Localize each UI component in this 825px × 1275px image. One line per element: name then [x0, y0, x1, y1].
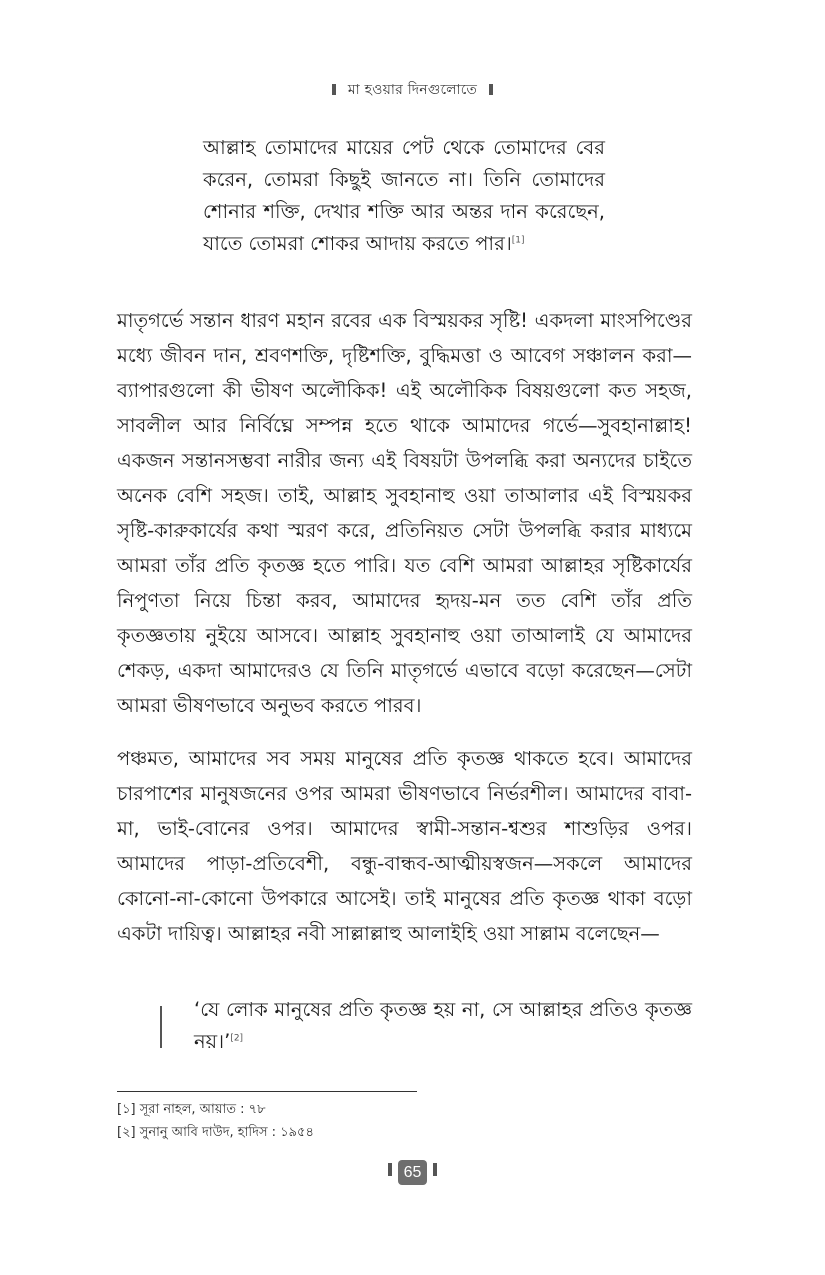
footnote-divider — [117, 1091, 417, 1092]
footnote-ref-2[interactable]: [2] — [230, 1033, 244, 1044]
running-header — [0, 78, 825, 102]
footnotes — [117, 1098, 692, 1144]
footer-right-mark — [433, 1163, 437, 1176]
footnote-1: [১] সূরা নাহল, আয়াত : ৭৮ — [117, 1102, 266, 1117]
footnote-2: [২] সুনানু আবি দাউদ, হাদিস : ১৯৫৪ — [117, 1125, 314, 1140]
body-paragraph-2: পঞ্চমত, আমাদের সব সময় মানুষের প্রতি কৃতজ্ঞ থাকতে হবে। আমাদের চারপাশের মানুষজনের ওপর আমরা ভীষণভাবে নির্ভরশীল। আমাদের বাবা-মা, ভাই-বোনের ওপর। আমাদের স্বামী-সন্তান-শ্বশুর শাশুড়ির ওপর। আমাদের পাড়া-প্রতিবেশী, বন্ধু-বান্ধব-আত্মীয়স্বজন—সকলে আমাদের কোনো-না-কোনো উপকারে আসেই। তাই মানুষের প্রতি কৃতজ্ঞ থাকা বড়ো একটা দায়িত্ব। আল্লাহর নবী সাল্লাল্লাহু আলাইহি ওয়া সাল্লাম বলেছেন— — [117, 747, 692, 945]
page-footer — [0, 1160, 825, 1185]
body-paragraph-1: মাতৃগর্ভে সন্তান ধারণ মহান রবের এক বিস্ময়কর সৃষ্টি! একদলা মাংসপিণ্ডের মধ্যে জীবন দান, শ্রবণশক্তি, দৃষ্টিশক্তি, বুদ্ধিমত্তা ও আবেগ সঞ্চালন করা—ব্যাপারগুলো কী ভীষণ অলৌকিক! এই অলৌকিক বিষয়গুলো কত সহজ, সাবলীল আর নির্বিঘ্নে সম্পন্ন হতে থাকে আমাদের গর্ভে—সুবহানাল্লাহ! একজন সন্তানসম্ভবা নারীর জন্য এই বিষয়টা উপলব্ধি করা অন্যদের চাইতে অনেক বেশি সহজ। তাই, আল্লাহ সুবহানাহু ওয়া তাআলার এই বিস্ময়কর সৃষ্টি-কারুকার্যের কথা স্মরণ করে, প্রতিনিয়ত সেটা উপলব্ধি করার মাধ্যমে আমরা তাঁর প্রতি কৃতজ্ঞ হতে পারি। যত বেশি আমরা আল্লাহর সৃষ্টিকার্যের নিপুণতা নিয়ে চিন্তা করব, আমাদের হৃদয়-মন তত বেশি তাঁর প্রতি কৃতজ্ঞতায় নুইয়ে আসবে। আল্লাহ সুবহানাহু ওয়া তাআলাই যে আমাদের শেকড়, একদা আমাদেরও যে তিনি মাতৃগর্ভে এভাবে বড়ো করেছেন—সেটা আমরা ভীষণভাবে অনুভব করতে পারব। — [117, 309, 692, 717]
quran-verse-quote — [203, 132, 605, 260]
running-header-title: মা হওয়ার দিনগুলোতে — [347, 82, 478, 98]
hadith-blockquote — [160, 994, 692, 1054]
header-right-mark — [489, 84, 493, 95]
footer-left-mark — [388, 1163, 392, 1176]
header-left-mark — [332, 84, 336, 95]
footnote-ref-1[interactable]: [1] — [511, 235, 525, 246]
verse-text: আল্লাহ তোমাদের মায়ের পেট থেকে তোমাদের বের করেন, তোমরা কিছুই জানতে না। তিনি তোমাদের শোনার শক্তি, দেখার শক্তি আর অন্তর দান করেছেন, যাতে তোমরা শোকর আদায় করতে পার। — [203, 136, 605, 255]
page-number: 65 — [398, 1160, 428, 1185]
hadith-text: ‘যে লোক মানুষের প্রতি কৃতজ্ঞ হয় না, সে আল্লাহর প্রতিও কৃতজ্ঞ নয়।’ — [194, 998, 692, 1053]
hadith-quote — [194, 994, 692, 1058]
blockquote-bar — [160, 1006, 162, 1048]
